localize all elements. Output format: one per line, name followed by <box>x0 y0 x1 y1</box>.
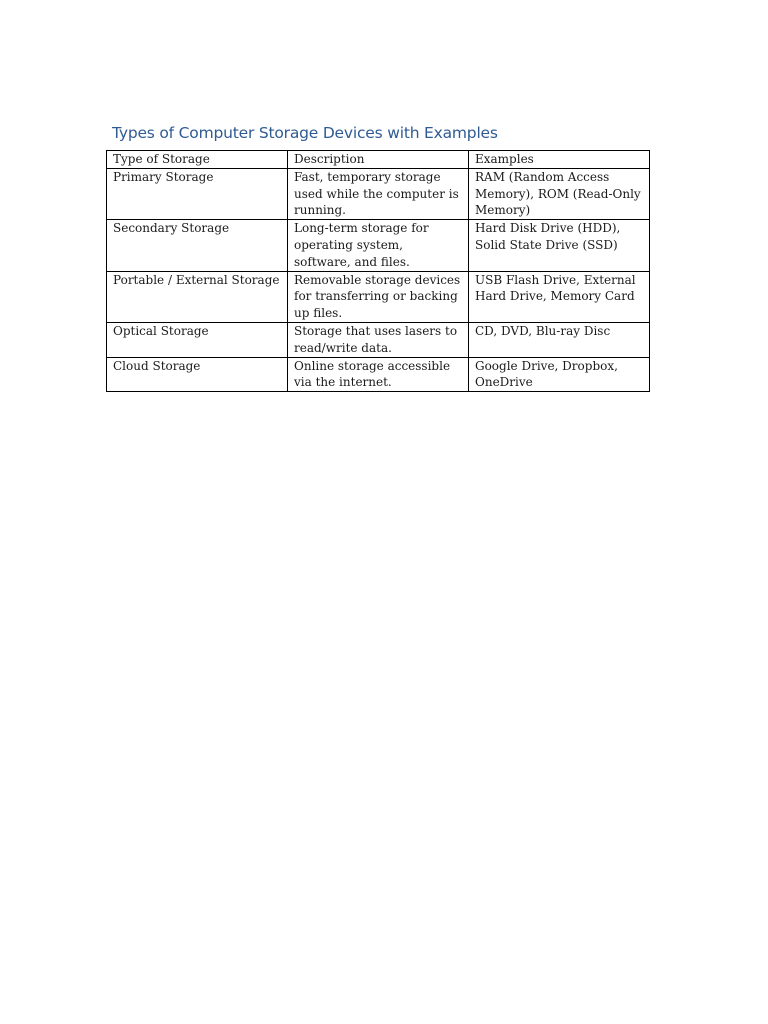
cell-type: Secondary Storage <box>107 220 288 271</box>
column-header-description: Description <box>288 151 469 169</box>
cell-examples: USB Flash Drive, External Hard Drive, Memory Card <box>469 271 650 322</box>
cell-type: Optical Storage <box>107 322 288 357</box>
storage-types-table <box>106 150 650 392</box>
cell-description: Storage that uses lasers to read/write data. <box>288 322 469 357</box>
cell-description: Fast, temporary storage used while the computer is running. <box>288 168 469 219</box>
cell-type: Primary Storage <box>107 168 288 219</box>
table-row <box>107 168 650 219</box>
table-row <box>107 220 650 271</box>
cell-description: Long-term storage for operating system, software, and files. <box>288 220 469 271</box>
cell-type: Portable / External Storage <box>107 271 288 322</box>
table-row <box>107 271 650 322</box>
cell-examples: Hard Disk Drive (HDD), Solid State Drive (SSD) <box>469 220 650 271</box>
column-header-type: Type of Storage <box>107 151 288 169</box>
cell-description: Online storage accessible via the internet. <box>288 357 469 392</box>
document-title: Types of Computer Storage Devices with Examples <box>112 124 498 142</box>
table-header-row <box>107 151 650 169</box>
cell-description: Removable storage devices for transferring or backing up files. <box>288 271 469 322</box>
cell-type: Cloud Storage <box>107 357 288 392</box>
column-header-examples: Examples <box>469 151 650 169</box>
table-row <box>107 322 650 357</box>
cell-examples: RAM (Random Access Memory), ROM (Read-Only Memory) <box>469 168 650 219</box>
table-row <box>107 357 650 392</box>
cell-examples: CD, DVD, Blu-ray Disc <box>469 322 650 357</box>
cell-examples: Google Drive, Dropbox, OneDrive <box>469 357 650 392</box>
